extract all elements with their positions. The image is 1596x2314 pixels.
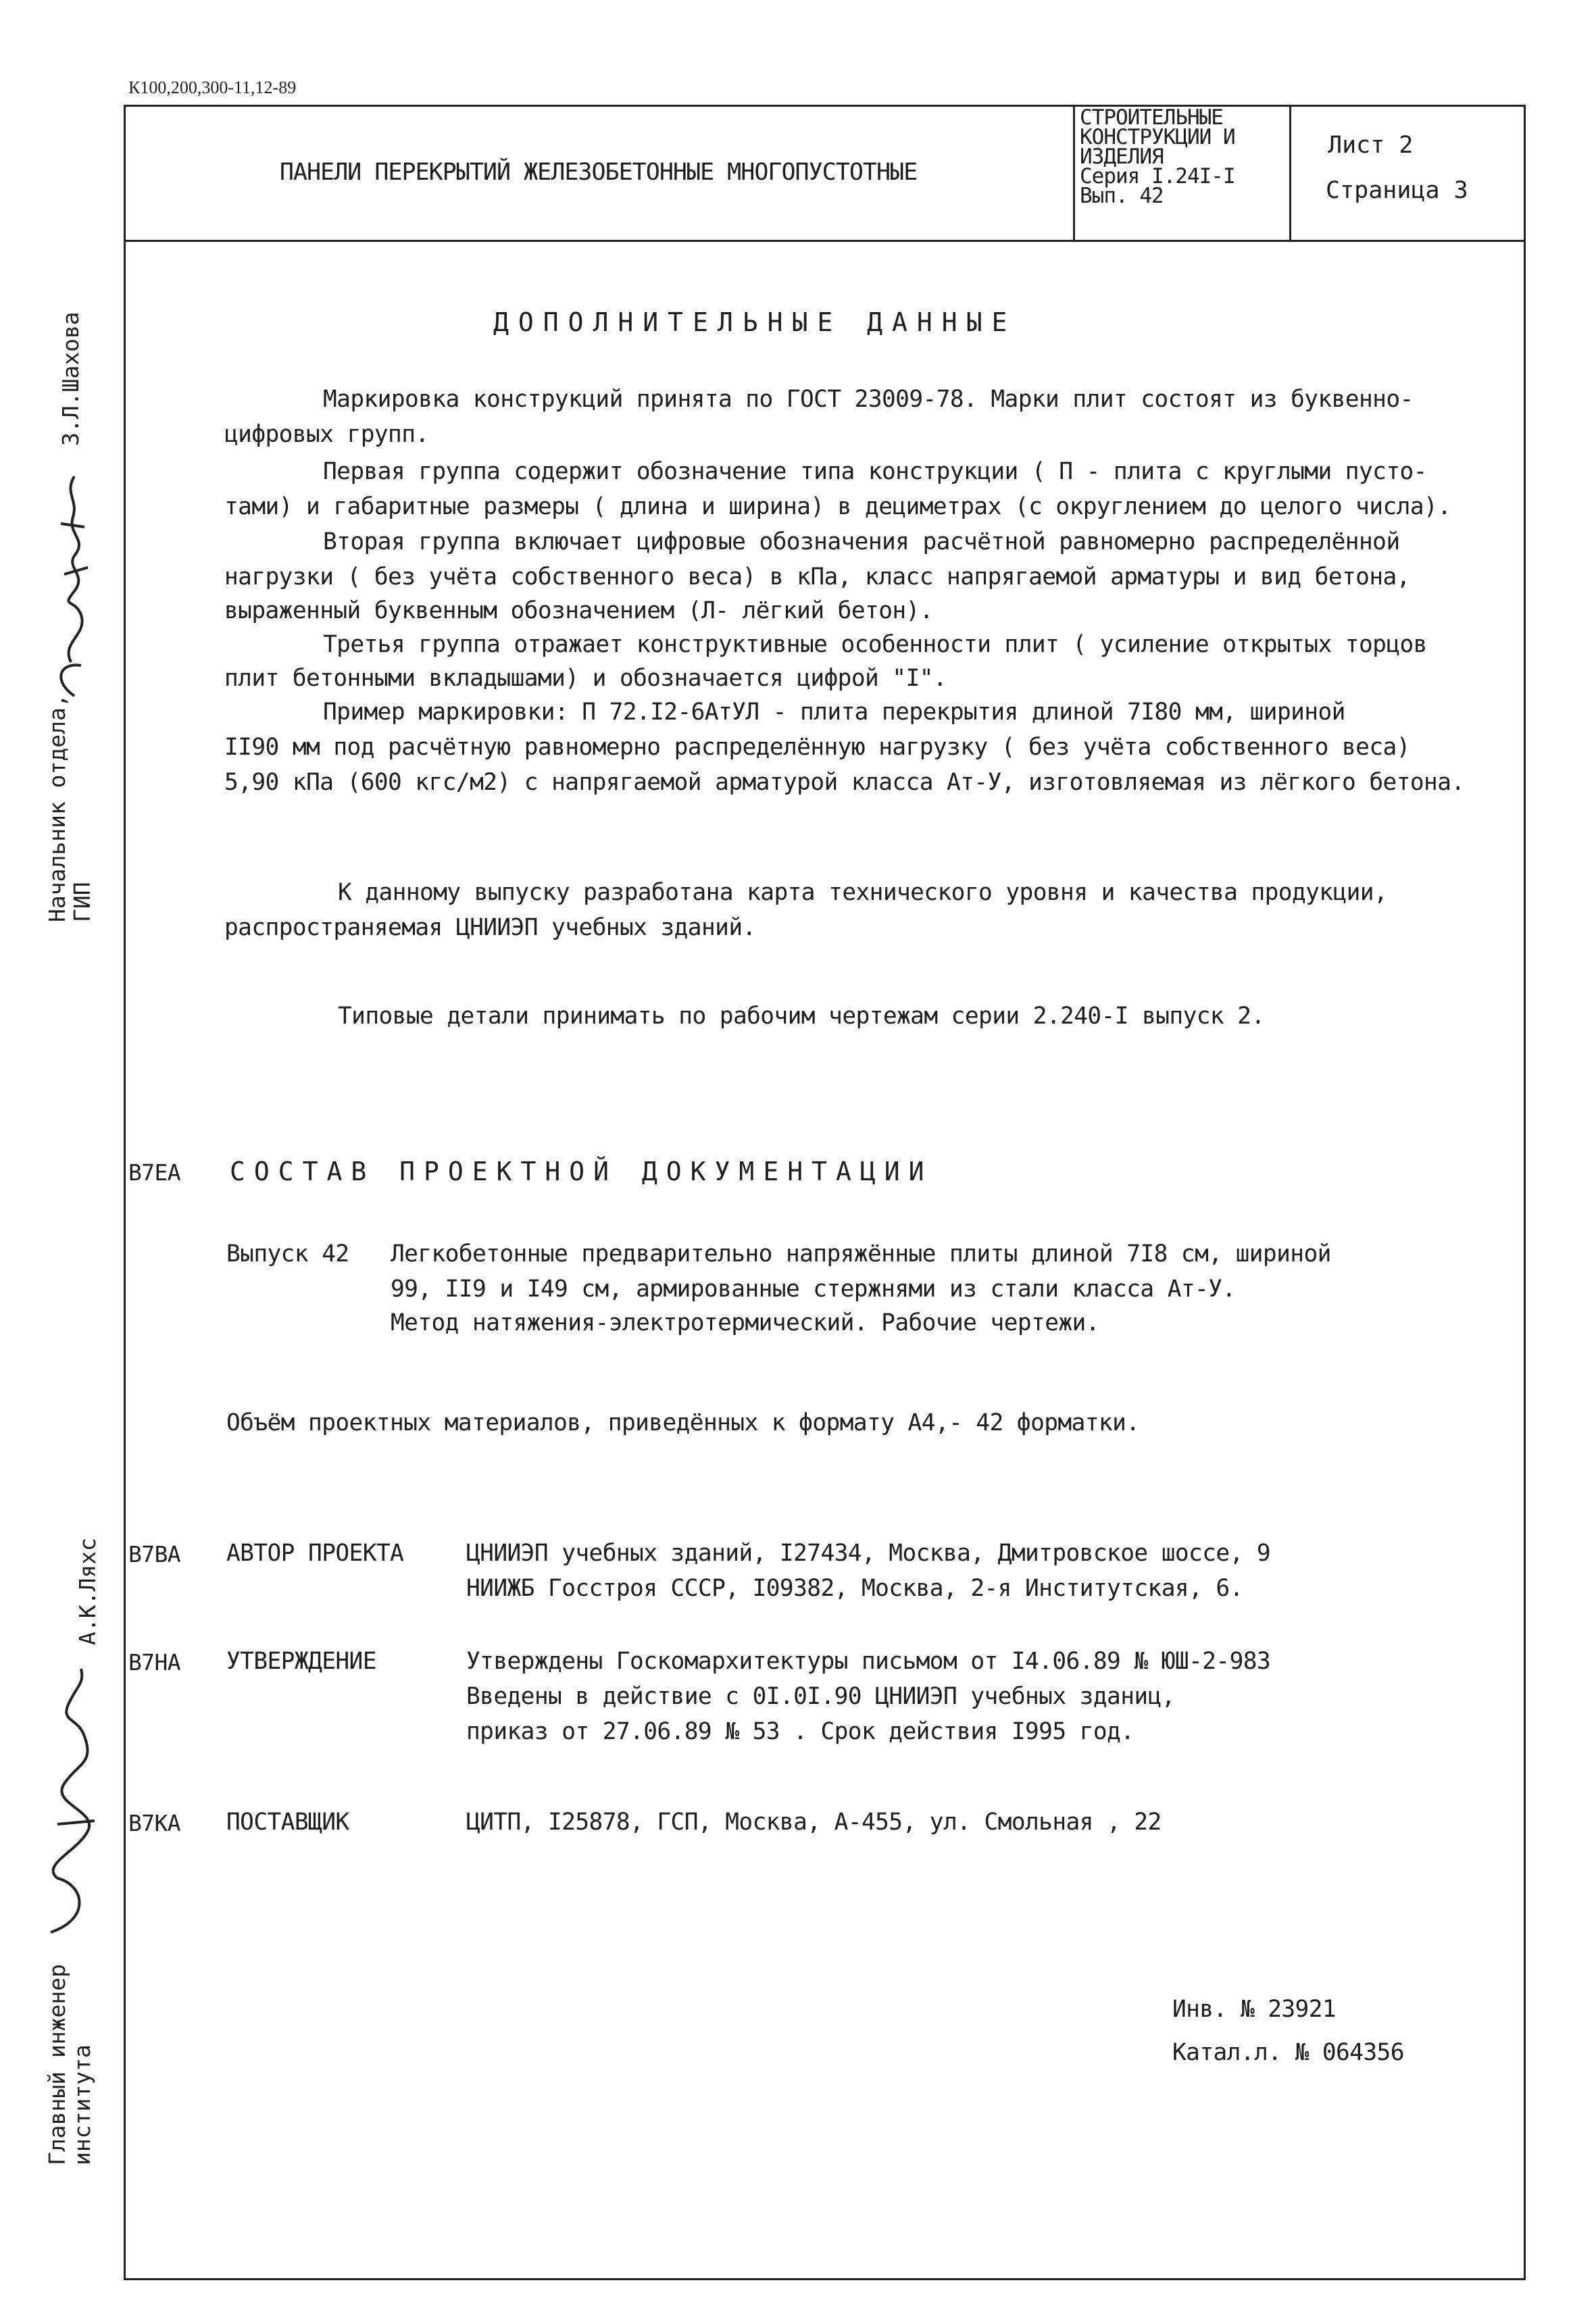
series-line: Серия I.24I-I <box>1080 164 1235 188</box>
typical-details: Типовые детали принимать по рабочим чертежам серии 2.240-I выпуск 2. <box>338 1003 1265 1030</box>
catalog-number: Катал.л. № 064356 <box>1172 2039 1404 2066</box>
header-divider-vertical-1 <box>1073 105 1075 240</box>
chief-org: института <box>69 2044 95 2165</box>
chief-engineer-signature-icon <box>30 1662 111 1946</box>
paragraph-line: нагрузки ( без учёта собственного веса) в кПа, класс напрягаемой арматуры и вид бетона, <box>224 563 1410 590</box>
supplier-address: ЦИТП, I25878, ГСП, Москва, А-455, ул. Смольная , 22 <box>466 1809 1162 1836</box>
composition-code: В7ЕА <box>128 1159 181 1186</box>
approval-code: В7НА <box>128 1649 181 1676</box>
chief-name: А.К.Ляхс <box>74 1538 101 1645</box>
series-line: СТРОИТЕЛЬНЫЕ <box>1080 105 1223 130</box>
paragraph-line: 5,90 кПа (600 кгс/м2) с напрягаемой арматурой класса Ат-У, изготовляемая из лёгкого бетона. <box>224 769 1465 796</box>
document-code: К100,200,300-11,12-89 <box>128 78 297 97</box>
approval-line: приказ от 27.06.89 № 53 . Срок действия I995 год. <box>466 1718 1134 1745</box>
issue-line: Метод натяжения-электротермический. Рабочие чертежи. <box>391 1309 1099 1336</box>
author-line: ЦНИИЭП учебных зданий, I27434, Москва, Дмитровское шоссе, 9 <box>466 1540 1271 1567</box>
series-line: КОНСТРУКЦИИ И <box>1080 125 1235 149</box>
issue-line: 99, II9 и I49 см, армированные стержнями из стали класса Ат-У. <box>391 1276 1236 1303</box>
supplier-code: В7КА <box>128 1810 181 1836</box>
supplier-label: ПОСТАВЩИК <box>226 1809 349 1836</box>
sheet-number: Лист 2 <box>1328 132 1414 159</box>
paragraph-line: Третья группа отражает конструктивные особенности плит ( усиление открытых торцов <box>323 631 1427 658</box>
chief-role: Главный инженер <box>44 1963 70 2165</box>
header-divider-vertical-2 <box>1289 105 1291 240</box>
volume-note: Объём проектных материалов, приведённых к формату А4,- 42 форматки. <box>226 1409 1140 1436</box>
map-note-line: К данному выпуску разработана карта технического уровня и качества продукции, <box>338 879 1388 906</box>
author-label: АВТОР ПРОЕКТА <box>226 1540 404 1567</box>
paragraph-line: выраженный буквенным обозначением (Л- лёгкий бетон). <box>224 597 933 624</box>
author-line: НИИЖБ Госстроя СССР, I09382, Москва, 2-я Институтская, 6. <box>466 1575 1243 1602</box>
map-note-line: распространяемая ЦНИИЭП учебных зданий. <box>224 914 756 941</box>
header-title: ПАНЕЛИ ПЕРЕКРЫТИЙ ЖЕЛЕЗОБЕТОННЫЕ МНОГОПУСТОТНЫЕ <box>279 159 918 186</box>
series-line: ИЗДЕЛИЯ <box>1080 145 1164 169</box>
paragraph-line: Первая группа содержит обозначение типа конструкции ( П - плита с круглыми пусто- <box>323 458 1427 485</box>
approval-line: Утверждены Госкомархитектуры письмом от I4.06.89 № ЮШ-2-983 <box>466 1648 1271 1675</box>
issue-label: Выпуск 42 <box>226 1240 349 1267</box>
header-divider <box>124 240 1526 242</box>
paragraph-line: цифровых групп. <box>224 421 429 448</box>
paragraph-line: II90 мм под расчётную равномерно распределённую нагрузку ( без учёта собственного веса) <box>224 734 1410 761</box>
issue-line: Легкобетонные предварительно напряжённые плиты длиной 7I8 см, шириной <box>391 1240 1331 1267</box>
paragraph-line: Маркировка конструкций принята по ГОСТ 23009-78. Марки плит состоят из буквенно- <box>323 386 1414 413</box>
section-heading: ДОПОЛНИТЕЛЬНЫЕ ДАННЫЕ <box>493 307 1017 337</box>
inventory-number: Инв. № 23921 <box>1172 1996 1337 2023</box>
paragraph-line: Пример маркировки: П 72.I2-6АтУЛ - плита перекрытия длиной 7I80 мм, шириной <box>323 699 1345 726</box>
author-code: В7ВА <box>128 1541 181 1567</box>
dept-head-org: ГИП <box>69 882 95 922</box>
dept-head-signature-icon <box>34 459 108 703</box>
approval-label: УТВЕРЖДЕНИЕ <box>226 1648 376 1675</box>
series-block <box>1080 105 1235 208</box>
approval-line: Введены в действие с 0I.0I.90 ЦНИИЭП учебных зданиц, <box>466 1683 1175 1710</box>
dept-head-name: З.Л.Шахова <box>57 311 84 446</box>
page-number: Страница 3 <box>1326 177 1468 204</box>
paragraph-line: плит бетонными вкладышами) и обозначается цифрой "I". <box>224 665 947 692</box>
paragraph-line: тами) и габаритные размеры ( длина и ширина) в дециметрах (с округлением до целого числа). <box>224 493 1451 520</box>
dept-head-role: Начальник отдела, <box>44 694 70 922</box>
paragraph-line: Вторая группа включает цифровые обозначения расчётной равномерно распределённой <box>323 528 1400 555</box>
series-line: Вып. 42 <box>1080 184 1164 208</box>
composition-heading: СОСТАВ ПРОЕКТНОЙ ДОКУМЕНТАЦИИ <box>230 1157 933 1186</box>
